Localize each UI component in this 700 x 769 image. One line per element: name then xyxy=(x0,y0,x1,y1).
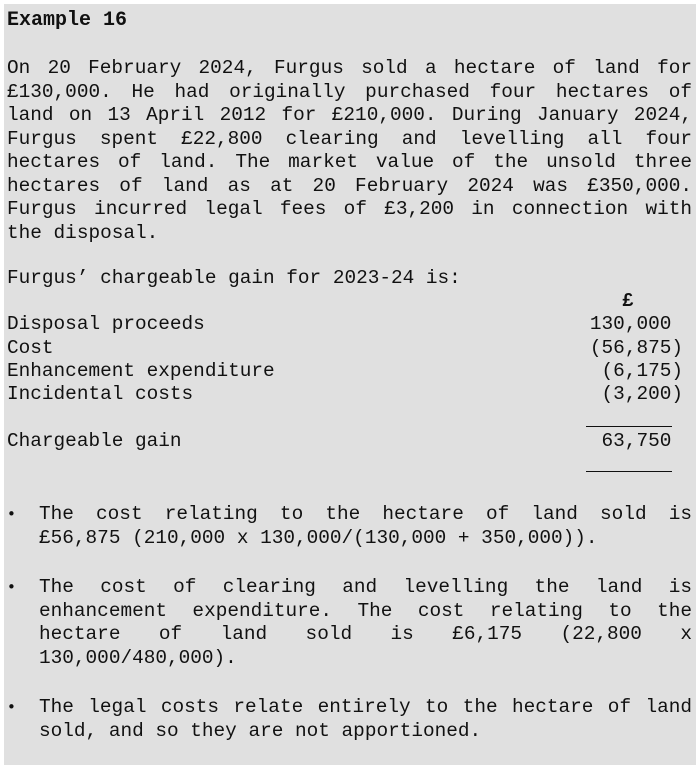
row-label: Disposal proceeds xyxy=(7,313,205,335)
example-panel xyxy=(4,4,696,765)
subtotal-rule xyxy=(586,426,672,427)
computation-intro: Furgus’ chargeable gain for 2023-24 is: xyxy=(7,267,461,289)
bullet-line: The cost of clearing and levelling the land is xyxy=(39,576,692,598)
total-rule xyxy=(586,471,672,472)
computation-row xyxy=(7,313,683,336)
bullet-line: £56,875 (210,000 x 130,000/(130,000 + 350,000)). xyxy=(39,526,598,549)
row-label: Cost xyxy=(7,337,54,359)
computation-row xyxy=(7,383,683,406)
example-heading: Example 16 xyxy=(7,9,128,32)
row-value: 130,000 xyxy=(589,313,683,335)
result-value: 63,750 xyxy=(601,430,683,452)
bullet-text xyxy=(39,503,692,550)
result-row xyxy=(7,430,683,453)
bullet-line: 130,000/480,000). xyxy=(39,646,237,669)
bullet-marker: • xyxy=(7,578,16,596)
scenario-paragraph xyxy=(7,57,692,245)
row-value: (6,175) xyxy=(601,360,683,382)
bullet-line: enhancement expenditure. The cost relating to the xyxy=(39,599,692,622)
paragraph-line: Furgus spent £22,800 clearing and levelling all four xyxy=(7,127,692,150)
bullet-text xyxy=(39,696,692,743)
currency-header: £ xyxy=(622,290,634,312)
bullet-marker: • xyxy=(7,698,16,716)
bullet-line: The cost relating to the hectare of land sold is xyxy=(39,503,692,525)
bullet-line: hectare of land sold is £6,175 (22,800 x xyxy=(39,623,692,645)
paragraph-line: Furgus incurred legal fees of £3,200 in connection with xyxy=(7,198,692,220)
computation-row xyxy=(7,337,683,360)
paragraph-line: hectares of land. The market value of the unsold three xyxy=(7,151,692,173)
result-label: Chargeable gain xyxy=(7,430,182,452)
bullet-marker: • xyxy=(7,505,16,523)
computation-row xyxy=(7,360,683,383)
paragraph-line: the disposal. xyxy=(7,221,159,244)
row-label: Enhancement expenditure xyxy=(7,360,275,382)
row-value: (56,875) xyxy=(589,337,683,359)
bullet-text xyxy=(39,576,692,670)
paragraph-line: On 20 February 2024, Furgus sold a hectare of land for xyxy=(7,57,692,79)
paragraph-line: land on 13 April 2012 for £210,000. During January 2024, xyxy=(7,104,692,126)
row-label: Incidental costs xyxy=(7,383,194,405)
row-value: (3,200) xyxy=(601,383,683,405)
bullet-line: The legal costs relate entirely to the hectare of land xyxy=(39,696,692,718)
paragraph-line: hectares of land as at 20 February 2024 was £350,000. xyxy=(7,174,692,197)
bullet-line: sold, and so they are not apportioned. xyxy=(39,719,482,742)
paragraph-line: £130,000. He had originally purchased four hectares of xyxy=(7,80,692,103)
